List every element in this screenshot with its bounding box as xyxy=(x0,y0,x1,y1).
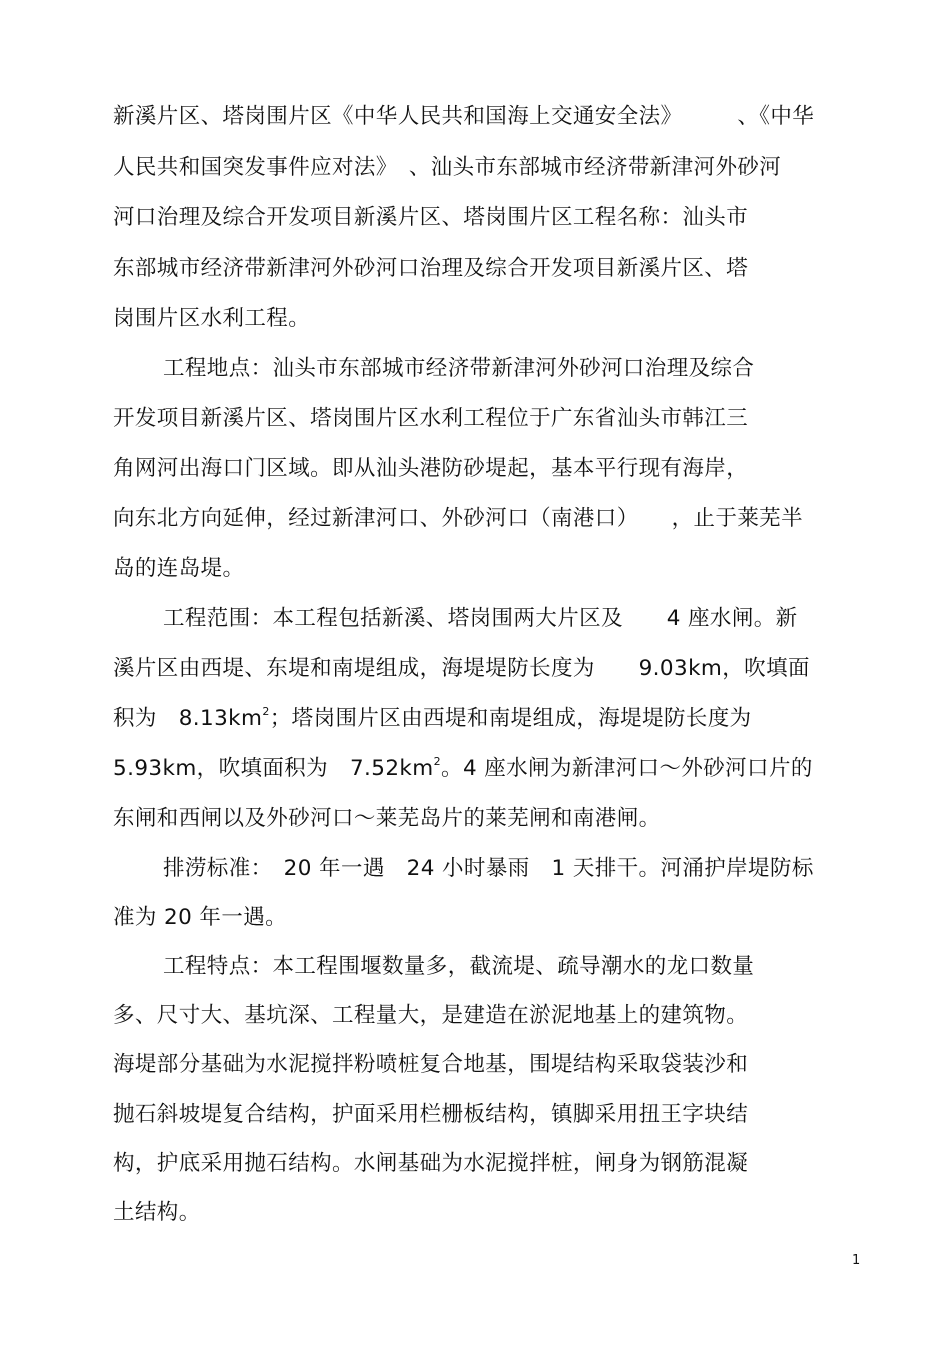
paragraph-line: 构，护底采用抛石结构。水闸基础为水泥搅拌桩，闸身为钢筋混凝 xyxy=(113,1151,749,1176)
paragraph-line: 土结构。 xyxy=(113,1200,201,1225)
paragraph-line: 海堤部分基础为水泥搅拌粉喷桩复合地基，围堤结构采取袋装沙和 xyxy=(113,1052,749,1077)
paragraph-line: 工程特点：本工程围堰数量多，截流堤、疏导潮水的龙口数量 xyxy=(163,954,755,979)
text-segment: 积为 8.13km xyxy=(113,706,263,731)
paragraph-line: 岗围片区水利工程。 xyxy=(113,306,311,331)
superscript: 2 xyxy=(433,755,442,768)
text-segment: 5.93km，吹填面积为 7.52km xyxy=(113,756,434,781)
paragraph-line: 人民共和国突发事件应对法》 、汕头市东部城市经济带新津河外砂河 xyxy=(113,155,782,180)
paragraph-line xyxy=(113,705,752,731)
paragraph-line: 东闸和西闸以及外砂河口～莱芜岛片的莱芜闸和南港闸。 xyxy=(113,806,661,831)
paragraph-line: 开发项目新溪片区、塔岗围片区水利工程位于广东省汕头市韩江三 xyxy=(113,406,749,431)
paragraph-line: 河口治理及综合开发项目新溪片区、塔岗围片区工程名称：汕头市 xyxy=(113,205,749,230)
paragraph-line: 工程地点：汕头市东部城市经济带新津河外砂河口治理及综合 xyxy=(163,356,755,381)
superscript: 2 xyxy=(262,705,270,718)
page-number: 1 xyxy=(852,1253,861,1268)
paragraph-line: 岛的连岛堤。 xyxy=(113,556,245,581)
text-segment: 。4 座水闸为新津河口～外砂河口片的 xyxy=(441,756,813,781)
paragraph-line: 抛石斜坡堤复合结构，护面采用栏栅板结构，镇脚采用扭王字块结 xyxy=(113,1102,749,1127)
paragraph-line: 排涝标准： 20 年一遇 24 小时暴雨 1 天排干。河涌护岸堤防标 xyxy=(163,856,814,881)
paragraph-line xyxy=(113,755,813,781)
paragraph-line: 东部城市经济带新津河外砂河口治理及综合开发项目新溪片区、塔 xyxy=(113,256,749,281)
paragraph-line: 角网河出海口门区域。即从汕头港防砂堤起，基本平行现有海岸， xyxy=(113,456,749,481)
paragraph-line: 准为 20 年一遇。 xyxy=(113,905,288,930)
text-segment: ；塔岗围片区由西堤和南堤组成，海堤堤防长度为 xyxy=(269,706,752,731)
paragraph-line: 工程范围：本工程包括新溪、塔岗围两大片区及 4 座水闸。新 xyxy=(163,606,798,631)
paragraph-line: 多、尺寸大、基坑深、工程量大，是建造在淤泥地基上的建筑物。 xyxy=(113,1003,749,1028)
paragraph-line: 溪片区由西堤、东堤和南堤组成，海堤堤防长度为 9.03km，吹填面 xyxy=(113,656,810,681)
paragraph-line: 新溪片区、塔岗围片区《中华人民共和国海上交通安全法》 、《中华 xyxy=(113,104,815,129)
paragraph-line: 向东北方向延伸，经过新津河口、外砂河口（南港口） ，止于莱芜半 xyxy=(113,506,804,531)
